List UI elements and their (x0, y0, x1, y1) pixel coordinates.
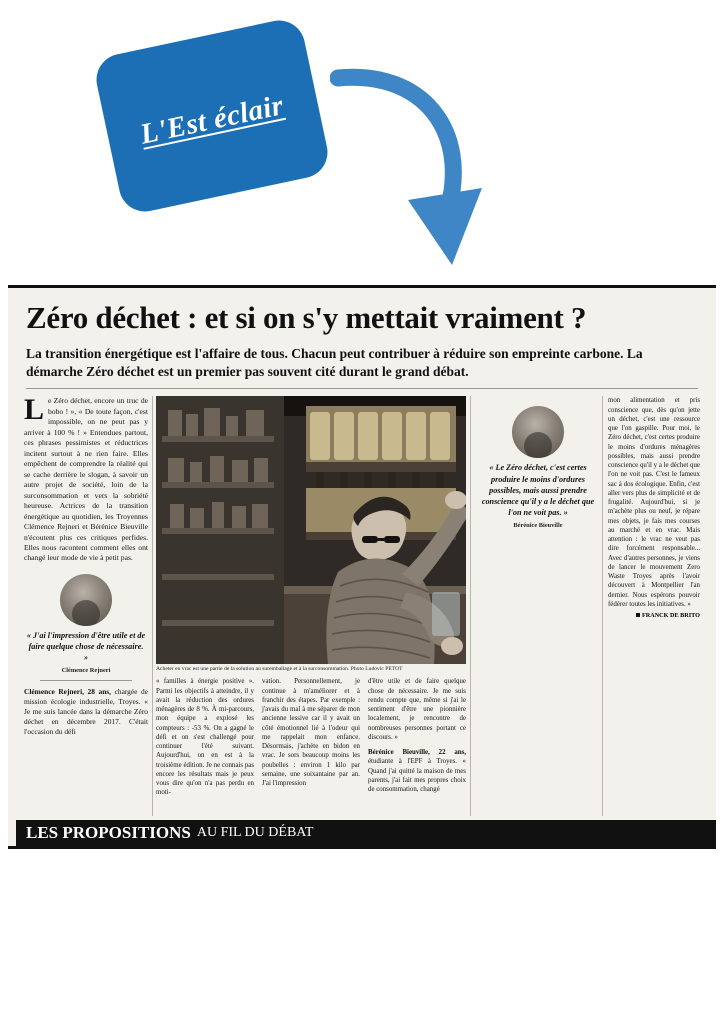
avatar (60, 574, 112, 626)
article-lede (24, 393, 148, 564)
portrait-block-rejneri (24, 574, 148, 674)
lede-text: e Zéro déchet, encore un truc de bobo ! », « De toute façon, c'est impossible, on ne peut pas y arriver à 100 % ! » Entendues partout, ces phrases pessimistes et réductrices incitent surtout à ne rien faire. Elles empêchent de comprendre la réalité qui se cache derrière le slogan, à savoir un autre projet de société, loin de la surconsommation et vers la sobriété heureuse. Actrices de la transition énergétique au quotidien, les Troyennes Clémence Rejneri et Bérénice Bieuville n'écoutent plus ces critiques perfides. Elles nous racontent comment elles ont changé leur mode de vie à petit pas. (24, 396, 148, 563)
banner-light-text: AU FIL DU DÉBAT (196, 825, 314, 840)
masthead-area (0, 0, 724, 285)
mid-text-columns (156, 677, 466, 815)
bio-role-rejneri: chargée de mission écologie industrielle, Troyes. (24, 687, 148, 707)
bio-body-bieuville: « Quand j'ai quitté la maison de mes parents, j'ai fait mes propres choix de consommation, changé (368, 758, 466, 794)
pull-quote-1-author: Clémence Rejneri (61, 667, 111, 675)
pull-quote-2-author: Bérénice Bieuville (513, 521, 563, 529)
mid-column-2: vation. Personnellement, je continue à m'améliorer et à franchir des étapes. Par exemple : j'avais du mal à me séparer de mon ancienne lessive car il y avait un côté émotionnel lié à l'odeur qui me rappelait mon enfance. Désormais, j'achète en bidon en vrac. Je sors beaucoup moins les poubelles : environ 1 kilo par semaine, une soixantaine par an. J'ai l'impression (262, 678, 360, 788)
right-body-text: mon alimentation et pris conscience que, dès qu'on jette un déchet, c'est une ressource que l'on gaspille. Pour moi, le Zéro déchet, c'est certes produire le moins d'ordures ménagères possibles, mais aussi prendre conscience qu'il y a le déchet que l'on ne voit pas. C'est le fameux sac à dos écologique. Enfin, c'est aller vers plus de simplicité et de frugalité. Aujourd'hui, si je m'achète plus ou neuf, je répare mes objets, je fais mes courses au marché et en vrac. Mais attention : le vrac ne veut pas dire forcément responsable... Avec d'autres personnes, je viens de lancer le mouvement Zero Waste Troyes après l'avoir découvert à Montpellier l'an dernier. Nous espérons pouvoir fédérer toutes les initiatives. » (608, 397, 700, 608)
bio-body-rejneri: « Je me suis lancée dans la démarche Zéro déchet en décembre 2017. C'était l'occasion du défi (24, 697, 148, 737)
bio-name-rejneri: Clémence Rejneri, 28 ans, (24, 687, 112, 697)
newspaper-clipping (8, 285, 716, 849)
far-right-column (608, 396, 700, 816)
banner-bold-text: LES PROPOSITIONS (26, 823, 191, 842)
bio-name-bieuville: Bérénice Bieuville, 22 ans, (368, 749, 466, 757)
bottom-banner (16, 820, 716, 846)
photo-caption: Acheter en vrac est une partie de la solution au suremballage et à la surconsommation. Photo Ludovic PETOT (156, 666, 403, 673)
article-headline: Zéro déchet : et si on s'y mettait vraiment ? (26, 300, 587, 335)
pull-quote-2: « Le Zéro déchet, c'est certes produire le moins d'ordures possibles, mais aussi prendre conscience qu'il y a le déchet que l'on ne voit pas. » (481, 463, 595, 517)
avatar (512, 406, 564, 458)
mid-column-3-text: d'être utile et de faire quelque chose de nécessaire. Je me suis rendu compte que, même si j'ai le sentiment d'être une pionnière localement, je rencontre de nombreuses personnes portant ce discours. » (368, 678, 466, 741)
mid-column-1: « familles à énergie positive ». Parmi les objectifs à atteindre, il y avait la réduction des ordures ménagères de 8 %. À mi-parcours, mon équipe a explosé les compteurs : -53 %. On a gagné le défi et on s'est challengé pour continuer l'été suivant. Aujourd'hui, on en est à la troisième édition. Je ne connais pas encore les résultats mais je peux vous dire qu'on n'a pas perdu en moti- (156, 678, 254, 797)
curved-arrow-icon (330, 60, 490, 275)
photo-illustration (156, 396, 466, 664)
mid-column-3 (368, 677, 466, 815)
drop-cap: L (24, 393, 45, 427)
pull-quote-1: « J'ai l'impression d'être utile et de faire quelque chose de nécessaire. » (26, 630, 146, 663)
article-columns (24, 393, 700, 816)
column-divider-3 (602, 396, 603, 816)
left-column (24, 393, 148, 816)
column-divider-2 (470, 396, 471, 816)
byline-text: FRANCK DE BRITO (642, 612, 700, 620)
column-divider-1 (152, 396, 153, 816)
quote-divider-left (40, 680, 132, 681)
bio-rejneri (24, 687, 148, 737)
header-divider (26, 388, 698, 389)
article-photo (156, 396, 466, 664)
portrait-block-bieuville (476, 406, 600, 528)
bio-role-bieuville: étudiante à l'EPF à Troyes. (368, 758, 458, 766)
right-column-quote (476, 396, 600, 816)
byline (608, 612, 700, 619)
est-eclair-logo-text: L'Est éclair (137, 89, 287, 151)
article-standfirst: La transition énergétique est l'affaire de tous. Chacun peut contribuer à réduire son empreinte carbone. La démarche Zéro déchet est un premier pas souvent cité durant le grand débat. (26, 345, 643, 379)
